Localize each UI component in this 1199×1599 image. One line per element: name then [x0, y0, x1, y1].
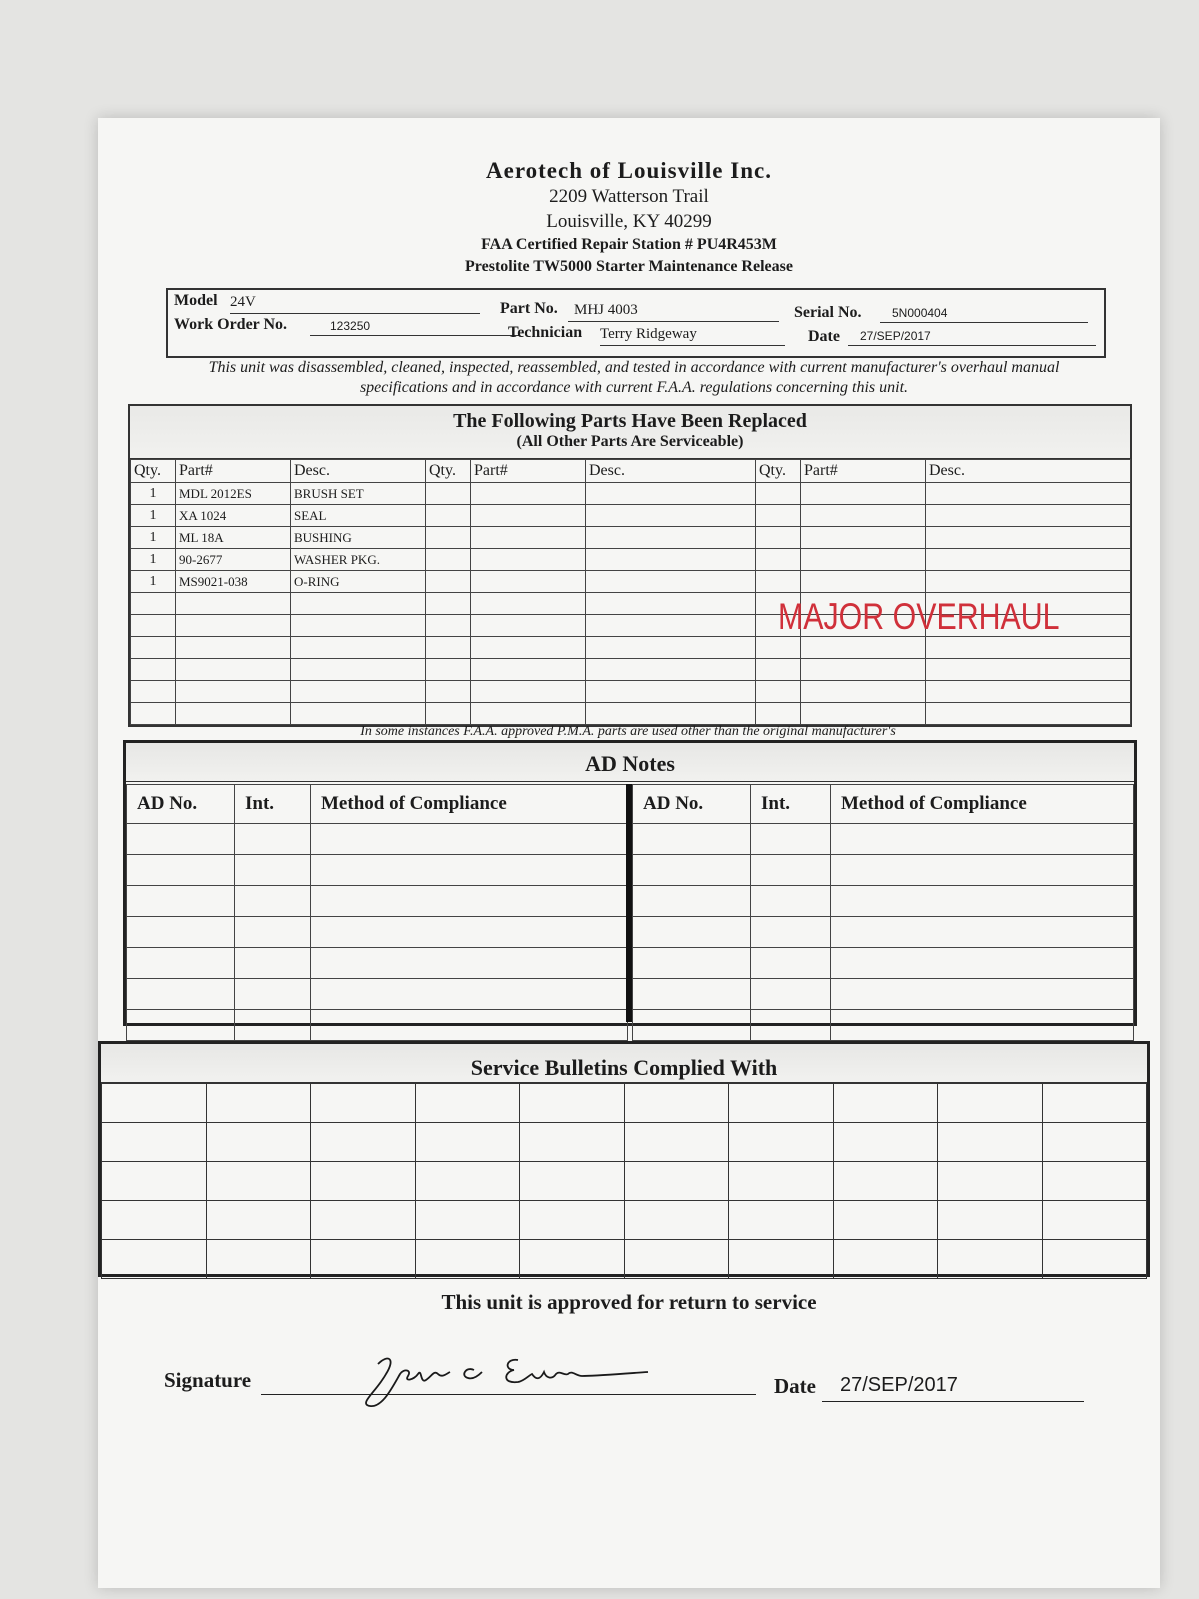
part-qty: 1	[131, 527, 176, 549]
table-row	[127, 1010, 628, 1041]
part-desc: WASHER PKG.	[291, 549, 426, 571]
signature-label: Signature	[164, 1368, 252, 1392]
date-label: Date	[808, 328, 840, 345]
part-no-value: MHJ 4003	[568, 302, 779, 322]
table-row	[127, 917, 628, 948]
table-row	[633, 824, 1134, 855]
ad-col-int: Int.	[751, 785, 831, 824]
repair-station: FAA Certified Repair Station # PU4R453M	[481, 236, 777, 253]
table-row	[131, 483, 1131, 505]
model-value: 24V	[230, 294, 480, 314]
part-qty: 1	[131, 571, 176, 593]
address-line-1: 2209 Watterson Trail	[549, 186, 709, 207]
work-order-value: 123250	[310, 316, 520, 336]
service-bulletins-title: Service Bulletins Complied With	[101, 1044, 1147, 1083]
table-row	[633, 948, 1134, 979]
company-name: Aerotech of Louisville Inc.	[486, 158, 772, 183]
table-row	[131, 505, 1131, 527]
part-number: XA 1024	[176, 505, 291, 527]
service-bulletins-table	[98, 1041, 1150, 1277]
part-number: MDL 2012ES	[176, 483, 291, 505]
ad-col-no: AD No.	[633, 785, 751, 824]
table-row	[633, 1010, 1134, 1041]
ad-notes-table	[123, 740, 1137, 1026]
part-qty: 1	[131, 549, 176, 571]
address-line-2: Louisville, KY 40299	[546, 211, 712, 232]
table-row	[102, 1201, 1147, 1240]
service-bulletins-grid	[101, 1083, 1147, 1279]
pma-note: In some instances F.A.A. approved P.M.A. parts are used other than the original manufacturer's	[360, 724, 896, 739]
part-desc: BUSHING	[291, 527, 426, 549]
work-order-label: Work Order No.	[174, 316, 288, 333]
maintenance-release-form	[98, 118, 1160, 1588]
table-row	[633, 886, 1134, 917]
approval-statement: This unit is approved for return to service	[441, 1290, 817, 1314]
parts-title: The Following Parts Have Been Replaced	[453, 410, 807, 432]
model-label: Model	[174, 292, 218, 309]
table-row	[102, 1084, 1147, 1123]
col-desc-1: Desc.	[291, 460, 426, 483]
part-qty: 1	[131, 483, 176, 505]
part-desc: BRUSH SET	[291, 483, 426, 505]
part-number: 90-2677	[176, 549, 291, 571]
table-row	[131, 681, 1131, 703]
table-row	[127, 824, 628, 855]
table-row	[131, 659, 1131, 681]
table-row	[633, 979, 1134, 1010]
date-value: 27/SEP/2017	[848, 326, 1096, 346]
ad-col-int: Int.	[235, 785, 311, 824]
ad-notes-right	[632, 784, 1134, 1041]
form-header	[98, 158, 1160, 278]
unit-info-box	[166, 288, 1106, 358]
table-row	[102, 1162, 1147, 1201]
table-row	[127, 855, 628, 886]
technician-label: Technician	[508, 324, 583, 341]
table-row	[633, 855, 1134, 886]
col-qty-1: Qty.	[131, 460, 176, 483]
parts-subtitle: (All Other Parts Are Serviceable)	[516, 433, 744, 450]
table-row	[131, 549, 1131, 571]
table-row	[131, 637, 1131, 659]
table-row	[102, 1123, 1147, 1162]
ad-col-no: AD No.	[127, 785, 235, 824]
part-number: ML 18A	[176, 527, 291, 549]
part-desc: O-RING	[291, 571, 426, 593]
part-number: MS9021-038	[176, 571, 291, 593]
col-part-1: Part#	[176, 460, 291, 483]
table-row	[633, 917, 1134, 948]
col-part-2: Part#	[471, 460, 586, 483]
ad-notes-title: AD Notes	[126, 743, 1134, 782]
parts-replaced-table	[128, 404, 1132, 727]
col-desc-2: Desc.	[586, 460, 756, 483]
table-row	[131, 703, 1131, 725]
serial-no-label: Serial No.	[794, 304, 862, 321]
major-overhaul-stamp: MAJOR OVERHAUL	[778, 596, 1060, 637]
parts-header-row	[131, 460, 1131, 483]
technician-value: Terry Ridgeway	[600, 326, 785, 346]
part-desc: SEAL	[291, 505, 426, 527]
table-row	[127, 948, 628, 979]
footer-date-label: Date	[774, 1374, 816, 1398]
table-row	[102, 1240, 1147, 1279]
ad-notes-left	[126, 784, 628, 1041]
col-qty-2: Qty.	[426, 460, 471, 483]
certification-statement: This unit was disassembled, cleaned, inspected, reassembled, and tested in accordance with current manufacturer's overhaul manual specifications and in accordance with current F.A.A. regulations concerning this unit.	[208, 359, 1060, 396]
table-row	[131, 527, 1131, 549]
part-no-label: Part No.	[500, 300, 558, 317]
ad-col-method: Method of Compliance	[831, 785, 1134, 824]
part-qty: 1	[131, 505, 176, 527]
col-desc-3: Desc.	[926, 460, 1131, 483]
table-row	[131, 571, 1131, 593]
col-part-3: Part#	[801, 460, 926, 483]
col-qty-3: Qty.	[756, 460, 801, 483]
parts-grid	[130, 459, 1131, 725]
footer-date-value: 27/SEP/2017	[822, 1374, 1084, 1402]
ad-col-method: Method of Compliance	[311, 785, 628, 824]
table-row	[127, 886, 628, 917]
serial-no-value: 5N000404	[880, 303, 1088, 323]
table-row	[127, 979, 628, 1010]
handwritten-signature	[348, 1344, 678, 1414]
parts-title-block	[130, 406, 1130, 459]
release-title: Prestolite TW5000 Starter Maintenance Release	[465, 258, 793, 275]
